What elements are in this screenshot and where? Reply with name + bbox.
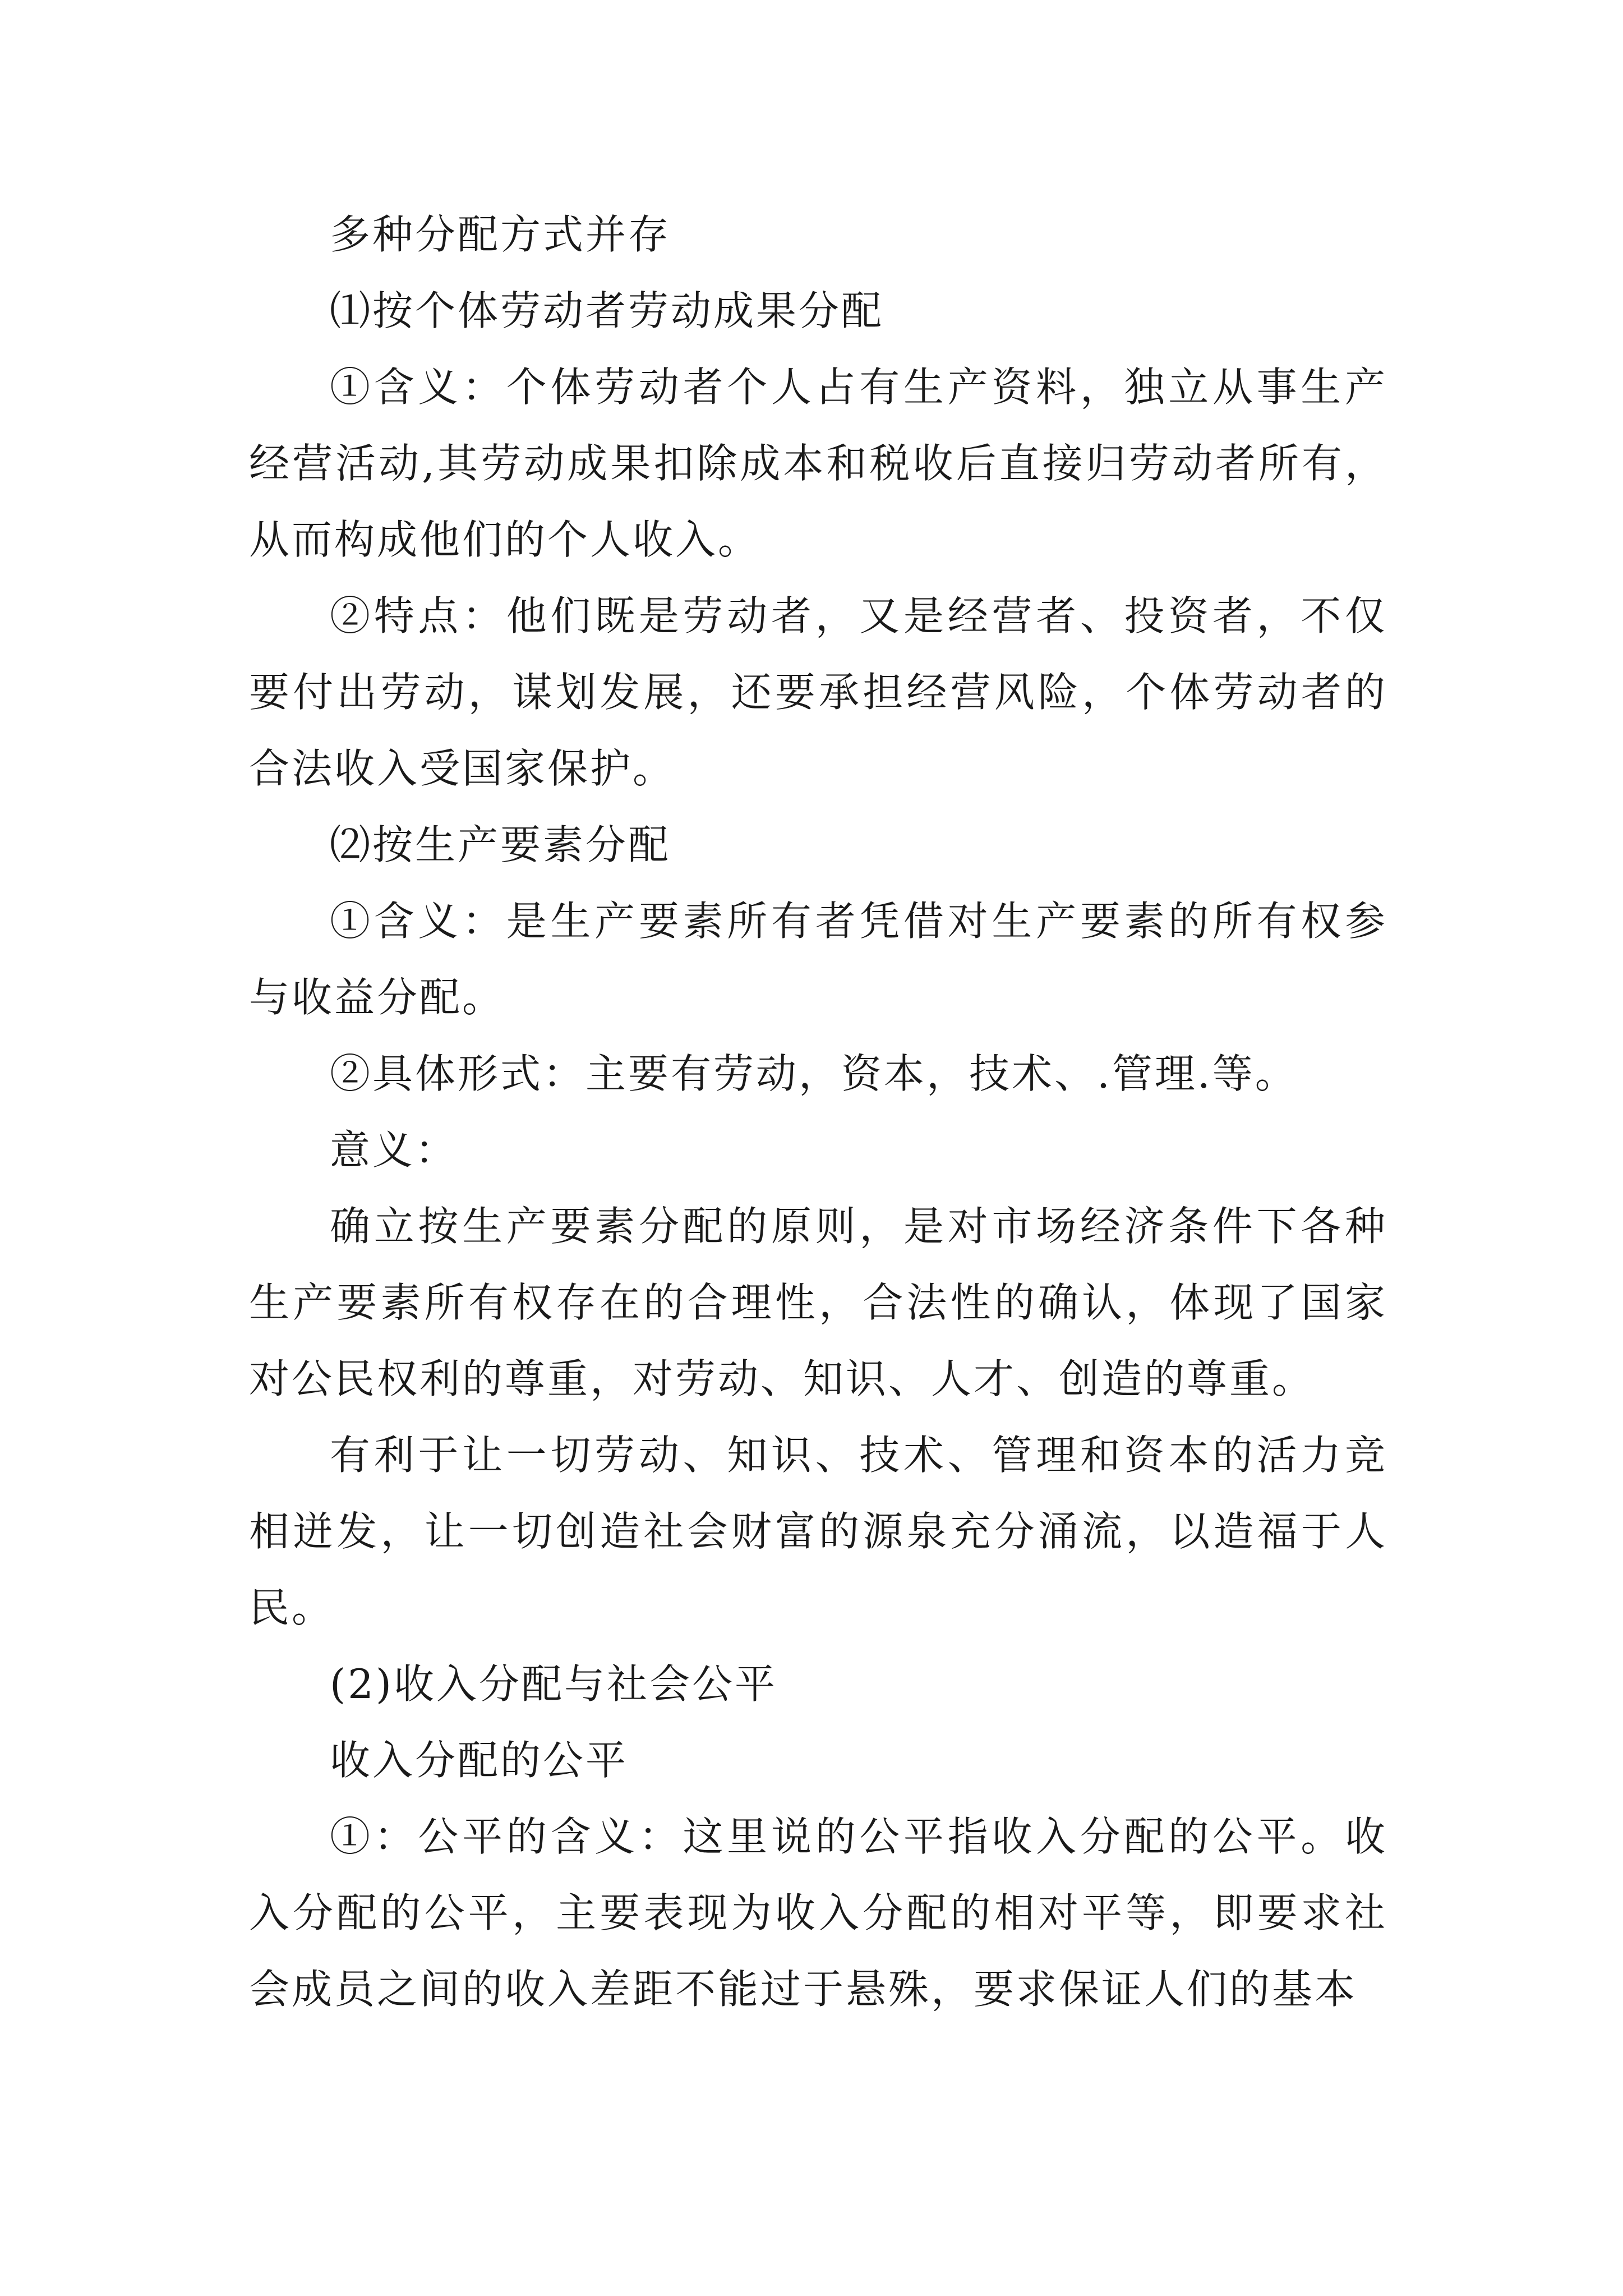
paragraph-individual-meaning: ①含义：个体劳动者个人占有生产资料，独立从事生产经营活动,其劳动成果扣除成本和税收后直接归劳动者所有，从而构成他们的个人收入。 bbox=[249, 364, 1387, 563]
paragraph-significance-1: 确立按生产要素分配的原则，是对市场经济条件下各种生产要素所有权存在的合理性，合法性的确认，体现了国家对公民权利的尊重，对劳动、知识、人才、创造的尊重。 bbox=[249, 1203, 1387, 1402]
document-body bbox=[249, 196, 1387, 2027]
paragraph-factors-forms: ②具体形式：主要有劳动，资本，技术、.管理.等。 bbox=[330, 1050, 1298, 1097]
paragraph-fairness-meaning: ①：公平的含义：这里说的公平指收入分配的公平。收入分配的公平，主要表现为收入分配的相对平等，即要求社会成员之间的收入差距不能过于悬殊，要求保证人们的基本 bbox=[249, 1813, 1387, 2013]
paragraph-factors-meaning: ①含义：是生产要素所有者凭借对生产要素的所有权参与收益分配。 bbox=[249, 898, 1387, 1021]
paragraph-individual-features: ②特点：他们既是劳动者，又是经营者、投资者，不仅要付出劳动，谋划发展，还要承担经营风险，个体劳动者的合法收入受国家保护。 bbox=[249, 592, 1387, 792]
subheading-fair-distribution: 收入分配的公平 bbox=[330, 1737, 629, 1784]
heading-distribution-methods: 多种分配方式并存 bbox=[330, 211, 671, 258]
paragraph-significance-2: 有利于让一切劳动、知识、技术、管理和资本的活力竞相迸发，让一切创造社会财富的源泉充分涌流，以造福于人民。 bbox=[249, 1432, 1387, 1631]
label-significance: 意义： bbox=[330, 1126, 458, 1174]
subheading-income-fairness: (2)收入分配与社会公平 bbox=[330, 1660, 777, 1708]
subheading-individual-labor: ⑴按个体劳动者劳动成果分配 bbox=[330, 287, 884, 334]
subheading-production-factors: ⑵按生产要素分配 bbox=[330, 821, 671, 868]
